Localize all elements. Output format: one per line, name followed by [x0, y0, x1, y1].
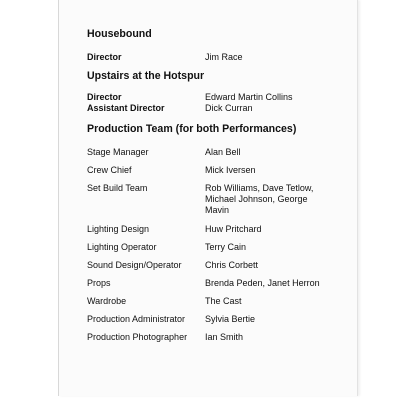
credit-row-production-administrator	[87, 314, 323, 325]
credit-row-production-photographer	[87, 332, 323, 343]
credit-name: Mick Iversen	[205, 165, 256, 175]
credit-row-lighting-design	[87, 224, 323, 235]
credit-role: Assistant Director	[87, 103, 165, 113]
credit-role: Lighting Operator	[87, 242, 157, 252]
section-title-production-team: Production Team (for both Performances)	[87, 123, 297, 135]
section-title-upstairs-at-the-hotspur: Upstairs at the Hotspur	[87, 70, 205, 82]
credit-row-sound-design-operator	[87, 260, 323, 271]
credit-name: The Cast	[205, 296, 242, 306]
credit-row-lighting-operator	[87, 242, 323, 253]
section-title-housebound: Housebound	[87, 28, 152, 40]
credit-role: Lighting Design	[87, 224, 150, 234]
credit-name: Chris Corbett	[205, 260, 259, 270]
credits-list	[87, 27, 323, 343]
credit-name: Ian Smith	[205, 332, 244, 342]
credit-name: Rob Williams, Dave Tetlow, Michael Johnson, George Mavin	[205, 183, 314, 215]
credit-name: Huw Pritchard	[205, 224, 262, 234]
credit-role: Set Build Team	[87, 183, 148, 193]
credit-name: Edward Martin Collins	[205, 92, 293, 102]
credit-row-set-build-team	[87, 183, 323, 216]
credit-row-crew-chief	[87, 165, 323, 176]
credit-role: Sound Design/Operator	[87, 260, 182, 270]
credit-name: Jim Race	[205, 52, 243, 62]
credit-row-props	[87, 278, 323, 289]
credit-role: Director	[87, 92, 122, 102]
credit-name: Sylvia Bertie	[205, 314, 256, 324]
credit-role: Stage Manager	[87, 147, 149, 157]
credit-role: Production Administrator	[87, 314, 186, 324]
credit-role: Director	[87, 52, 122, 62]
credit-row-wardrobe	[87, 296, 323, 307]
credit-name: Alan Bell	[205, 147, 241, 157]
credit-row-housebound-director	[87, 52, 323, 63]
credit-role: Crew Chief	[87, 165, 132, 175]
credit-row-hotspur-director	[87, 92, 323, 103]
credit-role: Props	[87, 278, 111, 288]
credit-name: Terry Cain	[205, 242, 247, 252]
credit-row-stage-manager	[87, 147, 323, 158]
credit-name: Dick Curran	[205, 103, 253, 113]
credit-row-hotspur-assistant-director	[87, 103, 323, 114]
credit-role: Wardrobe	[87, 296, 127, 306]
credit-role: Production Photographer	[87, 332, 188, 342]
credit-name: Brenda Peden, Janet Herron	[205, 278, 320, 288]
